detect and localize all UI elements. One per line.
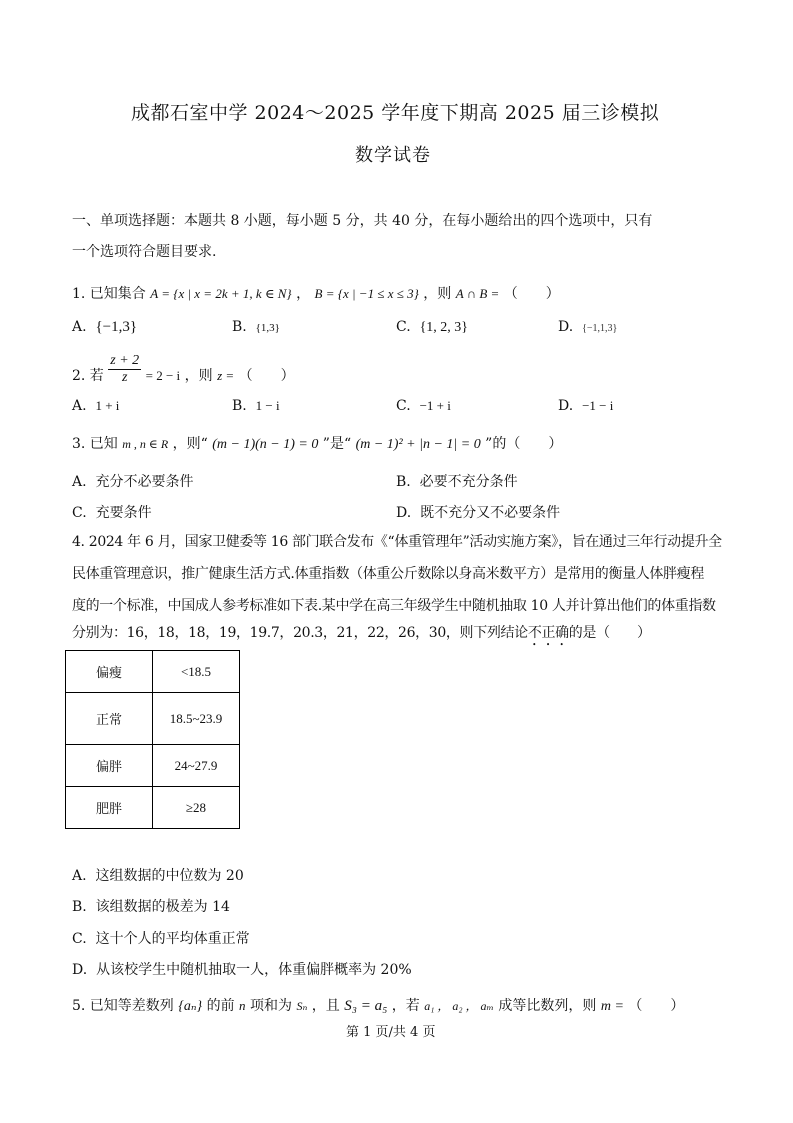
option-label: B. xyxy=(232,398,247,414)
option-text: 这十个人的平均体重正常 xyxy=(95,931,250,947)
q3-condition-2: (m − 1)² + |n − 1| = 0 xyxy=(355,437,481,452)
q3-condition-1: (m − 1)(n − 1) = 0 xyxy=(212,437,319,452)
q4-option-b xyxy=(72,896,230,916)
q2-fraction xyxy=(108,353,141,386)
question-2-stem xyxy=(72,353,295,389)
option-text: 充分不必要条件 xyxy=(95,474,194,490)
q3-mid1: ，则“ xyxy=(172,436,208,452)
q4-line-4-before: 分别为：16，18，18，19，19.7，20.3，21，22，26，30，则下列结论 xyxy=(72,625,528,641)
q5-prefix: 5. 已知等差数列 xyxy=(72,998,174,1014)
option-text: {−1,1,3} xyxy=(582,323,618,334)
q2-rhs: = 2 − i xyxy=(145,367,181,383)
q2-mid: ，则 xyxy=(184,367,213,384)
table-cell-range: 18.5~23.9 xyxy=(153,693,240,745)
option-text: −1 + i xyxy=(419,398,451,413)
q2-option-a xyxy=(72,398,119,414)
q1-expression: A ∩ B = xyxy=(455,286,500,301)
exam-subtitle: 数学试卷 xyxy=(355,145,431,166)
option-text: {1,3} xyxy=(255,322,280,334)
q2-denominator: z xyxy=(121,370,128,385)
table-row xyxy=(66,693,240,745)
option-label: D. xyxy=(72,962,88,978)
option-text: 这组数据的中位数为 20 xyxy=(95,868,244,884)
q3-mid3: ”的（ ） xyxy=(485,436,563,452)
option-text: 该组数据的极差为 14 xyxy=(95,899,230,915)
option-label: C. xyxy=(72,505,87,521)
option-text: {−1,3} xyxy=(95,319,138,335)
q5-mid1: 的前 xyxy=(206,998,235,1014)
section-instruction-line2: 一个选项符合题目要求. xyxy=(72,244,217,260)
q3-option-a xyxy=(72,471,193,491)
q3-option-b xyxy=(396,471,518,491)
q2-answer-paren: （ ） xyxy=(238,367,295,384)
option-label: A. xyxy=(72,319,87,335)
q2-expression: z = xyxy=(217,367,235,383)
q4-line-4-after: 的是（ ） xyxy=(568,625,651,641)
option-label: B. xyxy=(72,899,87,915)
q4-emphasis-not-correct: 不正确 xyxy=(527,625,569,641)
q1-set-b: B = {x | −1 ≤ x ≤ 3} xyxy=(314,286,419,301)
option-label: D. xyxy=(558,319,574,335)
q1-answer-paren: （ ） xyxy=(503,286,560,302)
q1-mid: ，则 xyxy=(423,286,452,302)
option-label: D. xyxy=(558,398,574,414)
table-row xyxy=(66,745,240,787)
question-5-stem xyxy=(72,995,684,1015)
question-1-stem xyxy=(72,283,560,303)
section-instruction-line1: 一、单项选择题：本题共 8 小题，每小题 5 分，共 40 分，在每小题给出的四个选项中，只有 xyxy=(72,213,653,229)
q1-option-b xyxy=(232,319,280,335)
q1-prefix: 1. 已知集合 xyxy=(72,286,146,302)
q2-option-b xyxy=(232,398,280,414)
q4-line-4 xyxy=(72,622,651,649)
q1-set-a: A = {x | x = 2k + 1, k ∈ N} xyxy=(150,286,292,301)
option-text: 充要条件 xyxy=(95,505,152,521)
q5-mid2: 项和为 xyxy=(250,998,292,1014)
option-text: 从该校学生中随机抽取一人，体重偏胖概率为 20% xyxy=(96,962,412,978)
q4-line-2: 民体重管理意识，推广健康生活方式.体重指数（体重公斤数除以身高米数平方）是常用的衡量人体胖瘦程 xyxy=(72,566,704,582)
q1-option-a xyxy=(72,319,137,336)
q5-mid5: 成等比数列，则 xyxy=(498,998,597,1014)
q5-equation: S₃ = a₅ xyxy=(344,998,388,1014)
q3-prefix: 3. 已知 xyxy=(72,436,118,452)
option-text: 1 + i xyxy=(95,398,120,413)
table-cell-category: 偏瘦 xyxy=(66,651,153,693)
q2-numerator: z + 2 xyxy=(110,353,140,368)
option-label: B. xyxy=(232,319,247,335)
option-label: A. xyxy=(72,868,87,884)
q3-option-d xyxy=(396,502,560,522)
q1-option-d xyxy=(558,319,617,335)
q2-option-d xyxy=(558,398,613,414)
table-row xyxy=(66,787,240,829)
bmi-reference-table xyxy=(65,650,240,829)
table-cell-category: 肥胖 xyxy=(66,787,153,829)
q2-prefix: 2. 若 xyxy=(72,367,104,384)
table-cell-category: 偏胖 xyxy=(66,745,153,787)
option-text: {1, 2, 3} xyxy=(419,320,469,335)
q3-mid2: ”是“ xyxy=(322,436,352,452)
option-label: B. xyxy=(396,474,411,490)
q5-mid3: ，且 xyxy=(311,998,340,1014)
question-3-stem xyxy=(72,433,562,453)
option-label: C. xyxy=(72,931,87,947)
option-text: 1 − i xyxy=(255,398,280,413)
q1-comma: ， xyxy=(296,286,311,302)
table-cell-range: 24~27.9 xyxy=(153,745,240,787)
q4-option-d xyxy=(72,959,412,979)
option-label: C. xyxy=(396,319,411,335)
q4-line-3: 度的一个标准，中国成人参考标准如下表.某中学在高三年级学生中随机抽取 10 人并计算出他们的体重指数 xyxy=(72,598,716,614)
option-text: −1 − i xyxy=(582,398,614,413)
table-cell-range: ≥28 xyxy=(153,787,240,829)
q4-line-1: 4. 2024 年 6 月，国家卫健委等 16 部门联合发布《“体重管理年”活动实施方案》，旨在通过三年行动提升全 xyxy=(72,534,722,550)
q5-mid4: ，若 xyxy=(391,998,420,1014)
q2-option-c xyxy=(396,398,451,414)
q5-n: n xyxy=(239,998,246,1013)
option-text: 既不充分又不必要条件 xyxy=(420,505,561,521)
q3-option-c xyxy=(72,502,152,522)
q4-option-c xyxy=(72,928,250,948)
table-cell-range: <18.5 xyxy=(153,651,240,693)
option-text: 必要不充分条件 xyxy=(419,474,518,490)
q5-sequence: {aₙ} xyxy=(178,999,203,1014)
option-label: D. xyxy=(396,505,412,521)
option-label: A. xyxy=(72,474,87,490)
q5-answer-paren: （ ） xyxy=(628,998,685,1014)
page-footer: 第 1 页/共 4 页 xyxy=(346,1025,436,1040)
q5-sn: Sₙ xyxy=(296,999,308,1013)
q3-variables: m , n ∈ R xyxy=(122,437,169,451)
option-label: C. xyxy=(396,398,411,414)
table-row xyxy=(66,651,240,693)
q5-terms: a₁ ， a₂ ， aₘ xyxy=(424,999,494,1013)
table-cell-category: 正常 xyxy=(66,693,153,745)
q4-option-a xyxy=(72,865,244,885)
exam-title: 成都石室中学 2024～2025 学年度下期高 2025 届三诊模拟 xyxy=(131,102,660,124)
q5-expression: m = xyxy=(600,999,624,1014)
q1-option-c xyxy=(396,319,468,336)
option-label: A. xyxy=(72,398,87,414)
